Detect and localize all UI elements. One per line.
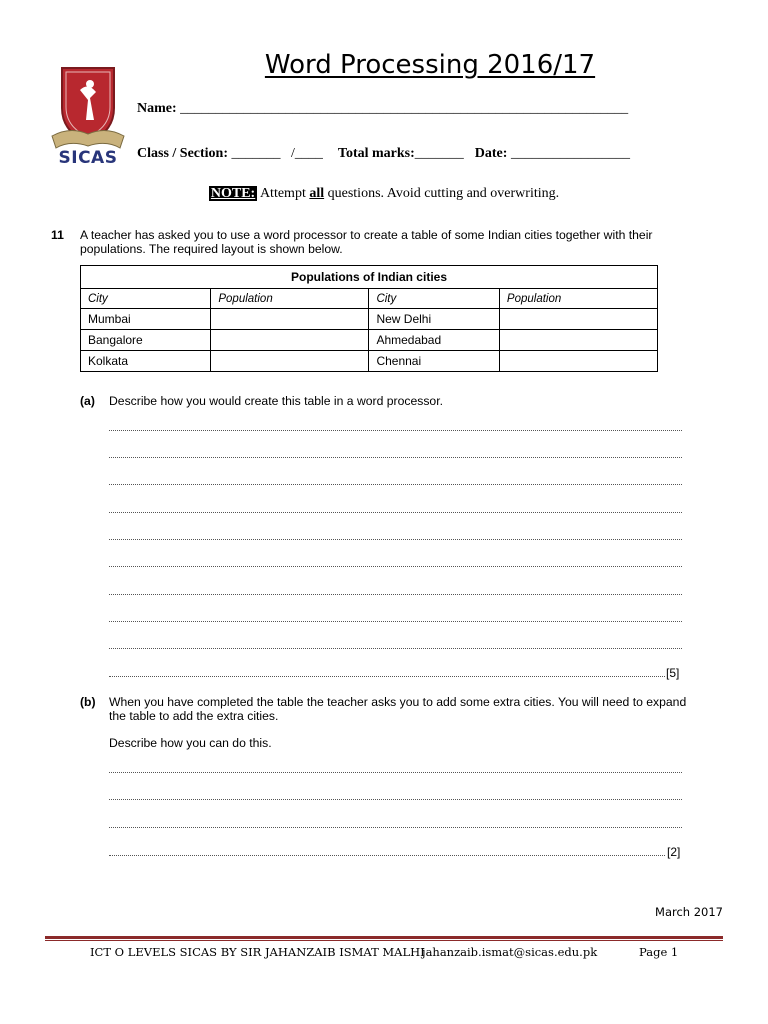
answer-line: [109, 676, 665, 677]
date-label: Date:: [474, 146, 508, 161]
answer-line: [109, 566, 682, 567]
part-a-label: (a): [80, 394, 95, 408]
footer-page-number: Page 1: [639, 945, 679, 959]
name-field: [137, 101, 628, 117]
footer-credit: ICT O LEVELS SICAS BY SIR JAHANZAIB ISMAT MALHI: [90, 945, 425, 959]
marks-blank: _______: [414, 146, 464, 161]
class-label: Class / Section:: [137, 146, 228, 161]
table-cell: Mumbai: [81, 309, 211, 330]
footer-rule-thin: [45, 940, 723, 941]
note-emphasis: all: [309, 186, 325, 201]
name-blank: ________________________________________________________________: [180, 101, 629, 116]
table-header: City: [81, 289, 211, 309]
table-cell: [499, 309, 657, 330]
answer-line: [109, 539, 682, 540]
footer-email: jahanzaib.ismat@sicas.edu.pk: [422, 945, 598, 959]
note-text-after: questions. Avoid cutting and overwriting.: [324, 186, 560, 201]
table-row: [81, 330, 658, 351]
footer-date: March 2017: [655, 905, 723, 919]
answer-line: [109, 484, 682, 485]
table-header: City: [369, 289, 499, 309]
part-b-marks: [2]: [667, 845, 681, 859]
answer-line: [109, 827, 682, 828]
note-text-before: Attempt: [257, 186, 310, 201]
table-cell: Chennai: [369, 351, 499, 372]
cities-table: [80, 265, 658, 372]
table-row: [81, 351, 658, 372]
footer-rule: [45, 936, 723, 939]
answer-line: [109, 594, 682, 595]
part-b-text: When you have completed the table the teacher asks you to add some extra cities. You will need to expand the table to add the extra cities.: [109, 695, 687, 723]
question-text: A teacher has asked you to use a word processor to create a table of some Indian cities together with their populations. The required layout is shown below.: [80, 228, 653, 256]
page-title: Word Processing 2016/17: [264, 50, 596, 80]
instructions-note: [0, 186, 768, 202]
part-b-label: (b): [80, 695, 96, 709]
table-header: Population: [499, 289, 657, 309]
table-caption: Populations of Indian cities: [81, 266, 658, 289]
class-field: [137, 146, 630, 162]
answer-line: [109, 457, 682, 458]
date-blank: _________________: [510, 146, 630, 161]
logo-text: SICAS: [58, 148, 118, 168]
name-label: Name:: [137, 101, 177, 116]
part-a-text: Describe how you would create this table in a word processor.: [109, 394, 443, 408]
table-cell: [211, 330, 369, 351]
answer-line: [109, 512, 682, 513]
marks-label: Total marks:: [337, 146, 415, 161]
table-row: [81, 309, 658, 330]
part-b-prompt: Describe how you can do this.: [109, 736, 272, 750]
table-header: Population: [211, 289, 369, 309]
table-cell: [211, 309, 369, 330]
table-cell: Ahmedabad: [369, 330, 499, 351]
table-cell: Bangalore: [81, 330, 211, 351]
answer-line: [109, 799, 682, 800]
answer-line: [109, 430, 682, 431]
answer-line: [109, 621, 682, 622]
table-cell: Kolkata: [81, 351, 211, 372]
class-blank: _______ /____: [231, 146, 323, 161]
table-cell: [211, 351, 369, 372]
answer-line: [109, 772, 682, 773]
answer-line: [109, 855, 665, 856]
note-label: NOTE:: [210, 186, 256, 201]
answer-line: [109, 648, 682, 649]
question-number: 11: [51, 228, 64, 242]
table-cell: New Delhi: [369, 309, 499, 330]
part-a-marks: [5]: [666, 666, 680, 680]
table-cell: [499, 330, 657, 351]
table-cell: [499, 351, 657, 372]
